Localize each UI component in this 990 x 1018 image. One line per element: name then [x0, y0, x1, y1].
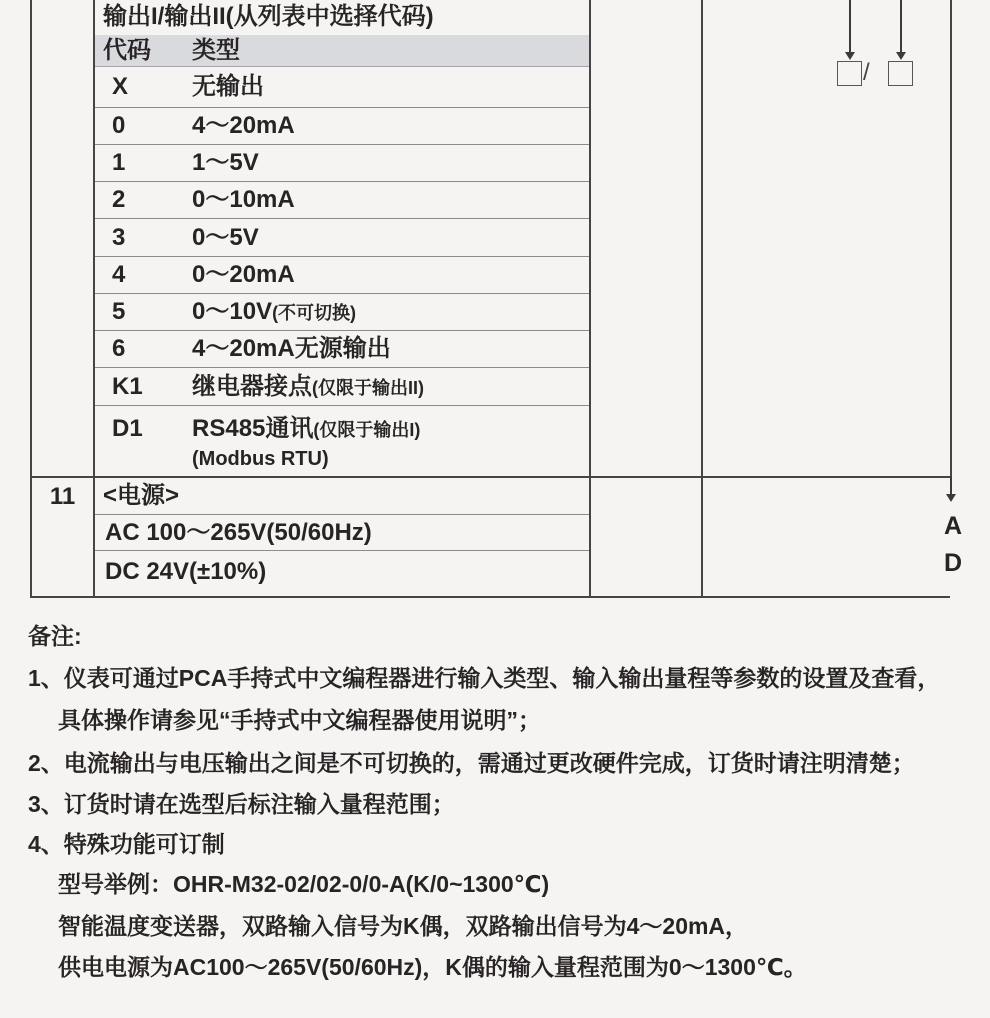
power-code-a: A: [943, 512, 963, 540]
row-code: 4: [112, 261, 126, 288]
table-divider-code-column: [701, 0, 703, 596]
row-type: 0～10V(不可切换): [192, 298, 357, 325]
remark-line: 具体操作请参见“手持式中文编程器使用说明”；: [58, 707, 541, 733]
row-type-note: (不可切换): [272, 303, 357, 323]
row-code: K1: [112, 373, 143, 400]
table-row: [95, 406, 589, 476]
row-code: 1: [112, 149, 126, 176]
remark-line: 3、订货时请在选型后标注输入量程范围；: [28, 791, 455, 817]
row-type: 0～5V: [192, 224, 259, 251]
arrow-down-icon: [946, 494, 956, 502]
output1-code-box: [837, 61, 862, 86]
row-code: X: [112, 73, 129, 100]
output-table-header: [95, 35, 589, 67]
row-type: 4～20mA无源输出: [192, 335, 391, 362]
table-row: [95, 145, 589, 182]
row-type-second-line: (Modbus RTU): [192, 448, 329, 470]
power-section-title: <电源>: [95, 478, 589, 515]
remark-line: 1、仪表可通过PCA手持式中文编程器进行输入类型、输入输出量程等参数的设置及查看，: [28, 665, 941, 691]
remarks-heading: 备注:: [28, 623, 82, 649]
output-section: [95, 0, 589, 476]
row-type-note: (仅限于输出I): [313, 420, 421, 440]
table-row: [95, 368, 589, 406]
row-number: 11: [49, 483, 76, 510]
remark-line-model-example: 型号举例：OHR-M32-02/02-0/0-A(K/0~1300℃): [58, 871, 550, 897]
arrow-down-icon: [845, 52, 855, 60]
power-section: [95, 478, 589, 596]
row-type: 0～20mA: [192, 261, 295, 288]
code-box-slash: /: [863, 59, 870, 86]
remark-line: 供电电源为AC100～265V(50/60Hz)，K偶的输入量程范围为0～1300℃。: [58, 954, 807, 980]
header-code: 代码: [103, 37, 151, 64]
remark-line: 4、特殊功能可订制: [28, 831, 225, 857]
table-right-border: [950, 0, 952, 477]
row-code: 2: [112, 186, 126, 213]
row-type: RS485通讯(仅限于输出I): [192, 415, 421, 442]
power-code-d: D: [943, 549, 963, 577]
row-code: D1: [112, 415, 143, 442]
row-type: 4～20mA: [192, 112, 295, 139]
table-row: [95, 219, 589, 257]
row-type: 继电器接点(仅限于输出II): [192, 373, 424, 400]
row-type: 1～5V: [192, 149, 259, 176]
arrow-down-icon: [896, 52, 906, 60]
row-type: 无输出: [192, 73, 264, 100]
table-row: [95, 331, 589, 368]
pointer-line-output1: [849, 0, 851, 52]
row-type-note: (仅限于输出II): [312, 378, 424, 398]
table-row: [95, 108, 589, 145]
table-row: [95, 257, 589, 294]
row-type: 0～10mA: [192, 186, 295, 213]
row-code: 6: [112, 335, 126, 362]
table-row: [95, 294, 589, 331]
table-row: [95, 182, 589, 219]
output-section-title: 输出I/输出II(从列表中选择代码): [103, 3, 434, 30]
pointer-line-power: [950, 477, 952, 494]
pointer-line-output2: [900, 0, 902, 52]
output2-code-box: [888, 61, 913, 86]
remark-line: 智能温度变送器，双路输入信号为K偶，双路输出信号为4～20mA，: [58, 913, 749, 939]
table-divider-content-column: [589, 0, 591, 596]
row-code: 3: [112, 224, 126, 251]
remark-line: 2、电流输出与电压输出之间是不可切换的，需通过更改硬件完成，订货时请注明清楚；: [28, 750, 915, 776]
power-option: AC 100～265V(50/60Hz): [95, 515, 589, 551]
power-option: DC 24V(±10%): [105, 558, 267, 585]
row-code: 5: [112, 298, 126, 325]
table-row: [95, 67, 589, 108]
row-code: 0: [112, 112, 126, 139]
model-selection-table: [30, 0, 963, 598]
header-type: 类型: [192, 37, 240, 64]
